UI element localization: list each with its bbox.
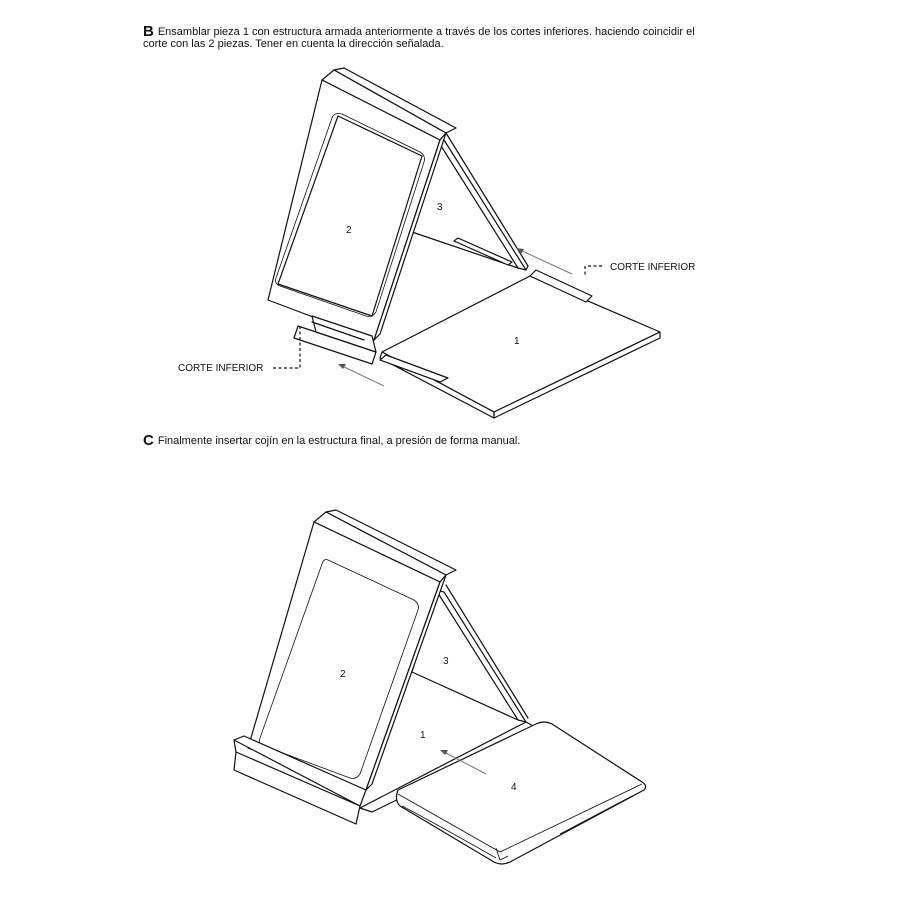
step-b-label-1: 1 [514,336,520,347]
step-b-line2: corte con las 2 piezas. Tener en cuenta la dirección señalada. [143,37,444,50]
step-b-label-3: 3 [437,202,443,213]
step-c-label-1: 1 [420,730,426,741]
step-c-drawing [234,510,646,864]
step-b-drawing [178,68,695,418]
step-c-piece-4 [396,722,645,864]
step-b-callout-left: CORTE INFERIOR [178,363,264,374]
step-c-letter: C [143,432,154,449]
step-b-piece-2 [268,68,456,364]
step-b-line1: Ensamblar pieza 1 con estructura armada anteriormente a través de los cortes inferiores. haciendo coincidir el [157,26,695,38]
step-c-label-4: 4 [511,782,517,793]
step-b-piece-1 [380,270,660,418]
step-b-letter: B [143,23,154,40]
step-b-callout-right: CORTE INFERIOR [610,262,696,273]
step-c-line1: Finalmente insertar cojín en la estructura final, a presión de forma manual. [157,435,521,447]
step-c-label-2: 2 [340,669,346,680]
step-c-label-3: 3 [443,656,449,667]
step-b-label-2: 2 [346,225,352,236]
